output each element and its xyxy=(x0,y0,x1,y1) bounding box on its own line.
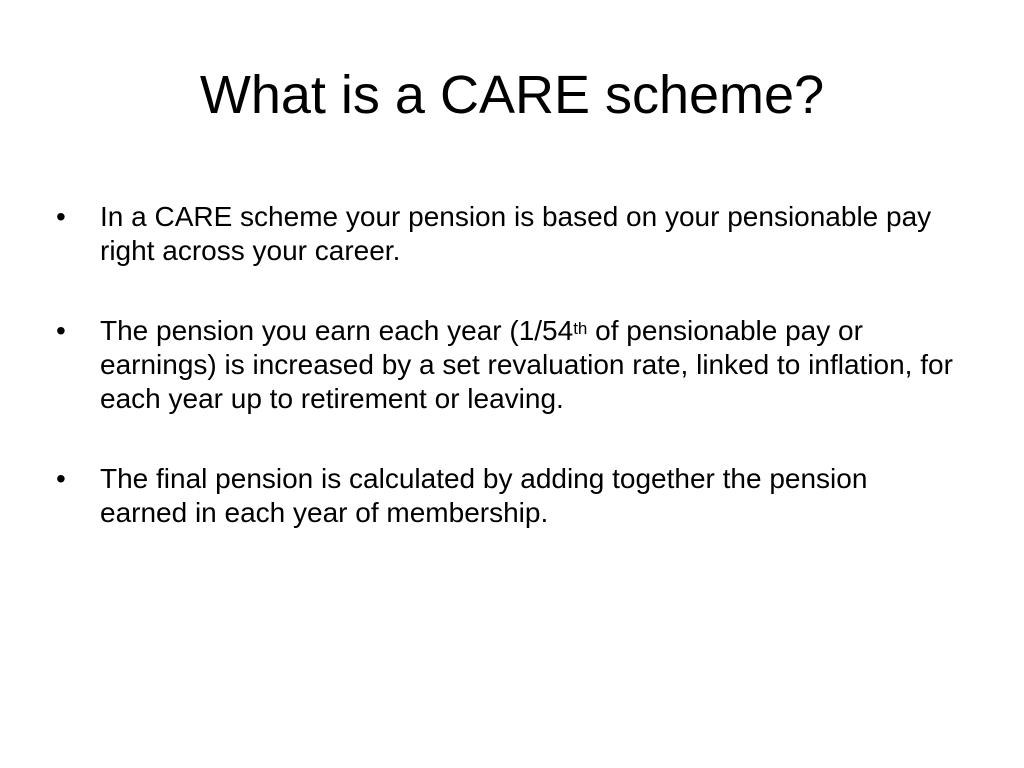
bullet-list xyxy=(56,200,956,576)
bullet-icon: • xyxy=(56,315,66,346)
bullet-text: In a CARE scheme your pension is based on your pensionable pay right across your career. xyxy=(100,201,932,266)
bullet-text-after: of pensionable pay or earnings) is increased by a set revaluation rate, linked to inflation, for each year up to retirement or leaving. xyxy=(100,315,953,414)
bullet-text xyxy=(100,315,953,414)
bullet-text: The final pension is calculated by adding together the pension earned in each year of membership. xyxy=(100,463,868,528)
bullet-icon: • xyxy=(56,463,66,494)
bullet-item-2 xyxy=(56,314,956,416)
bullet-text-before: The pension you earn each year (1/54 xyxy=(100,315,574,346)
superscript: th xyxy=(573,319,588,338)
bullet-item-1 xyxy=(56,200,956,268)
bullet-icon: • xyxy=(56,201,66,232)
bullet-item-3 xyxy=(56,462,956,530)
slide-title: What is a CARE scheme? xyxy=(199,65,825,125)
